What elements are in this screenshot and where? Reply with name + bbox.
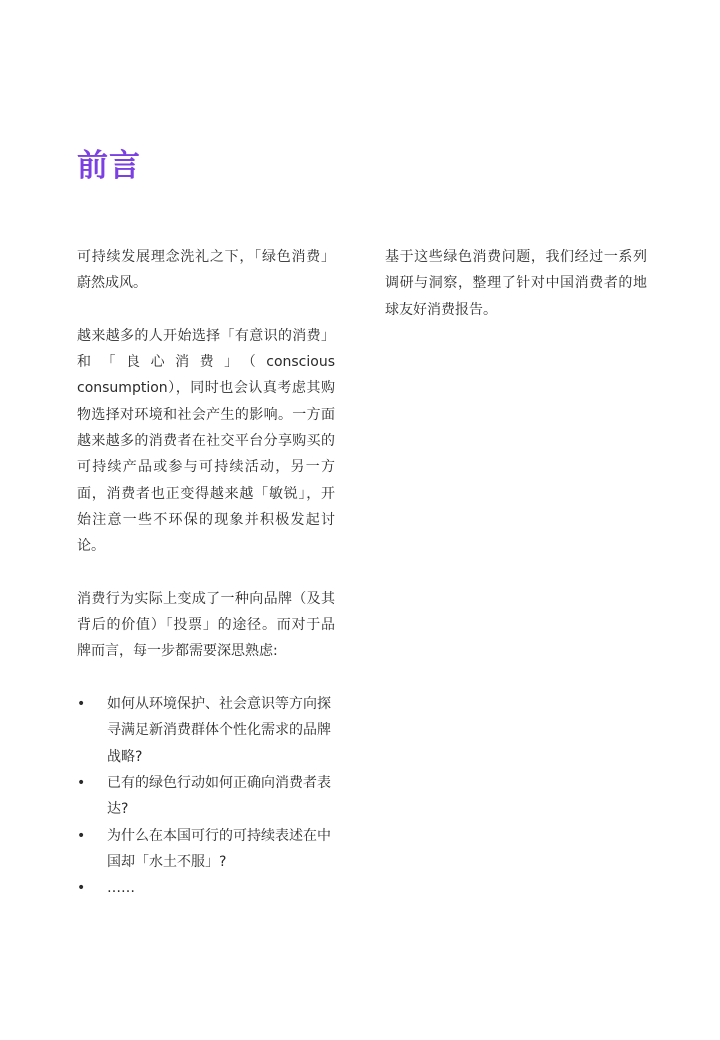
list-item-text: 如何从环境保护、社会意识等方向探寻满足新消费群体个性化需求的品牌战略? [107,696,331,765]
list-item [77,691,335,770]
question-list [77,691,335,901]
report-summary-paragraph: 基于这些绿色消费问题，我们经过一系列调研与洞察，整理了针对中国消费者的地球友好消费报告。 [385,249,647,318]
brand-voting-paragraph: 消费行为实际上变成了一种向品牌（及其背后的价值）「投票」的途径。而对于品牌而言，每一步都需要深思熟虑: [77,590,335,660]
bullet-icon: • [77,827,86,844]
bullet-icon: • [77,880,86,897]
right-column [385,244,647,349]
bullet-icon: • [77,774,86,791]
list-item [77,770,335,823]
intro-paragraph: 可持续发展理念洗礼之下，「绿色消费」蔚然成风。 [77,249,335,292]
list-item-text: …… [107,880,135,897]
list-item-text: 为什么在本国可行的可持续表述在中国却「水土不服」? [107,827,331,870]
page-title: 前言 [77,148,141,184]
list-item [77,875,335,901]
conscious-consumption-paragraph: 越来越多的人开始选择「有意识的消费」和「良心消费」（conscious consumption），同时也会认真考虑其购物选择对环境和社会产生的影响。一方面越来越多的消费者在社交平台分享购买的可持续产品或参与可持续活动，另一方面，消费者也正变得越来越「敏锐」，开始注意一些不环保的现象并积极发起讨论。 [77,327,335,555]
bullet-icon: • [77,696,86,713]
list-item [77,823,335,876]
left-column [77,244,335,901]
list-item-text: 已有的绿色行动如何正确向消费者表达? [107,774,331,818]
